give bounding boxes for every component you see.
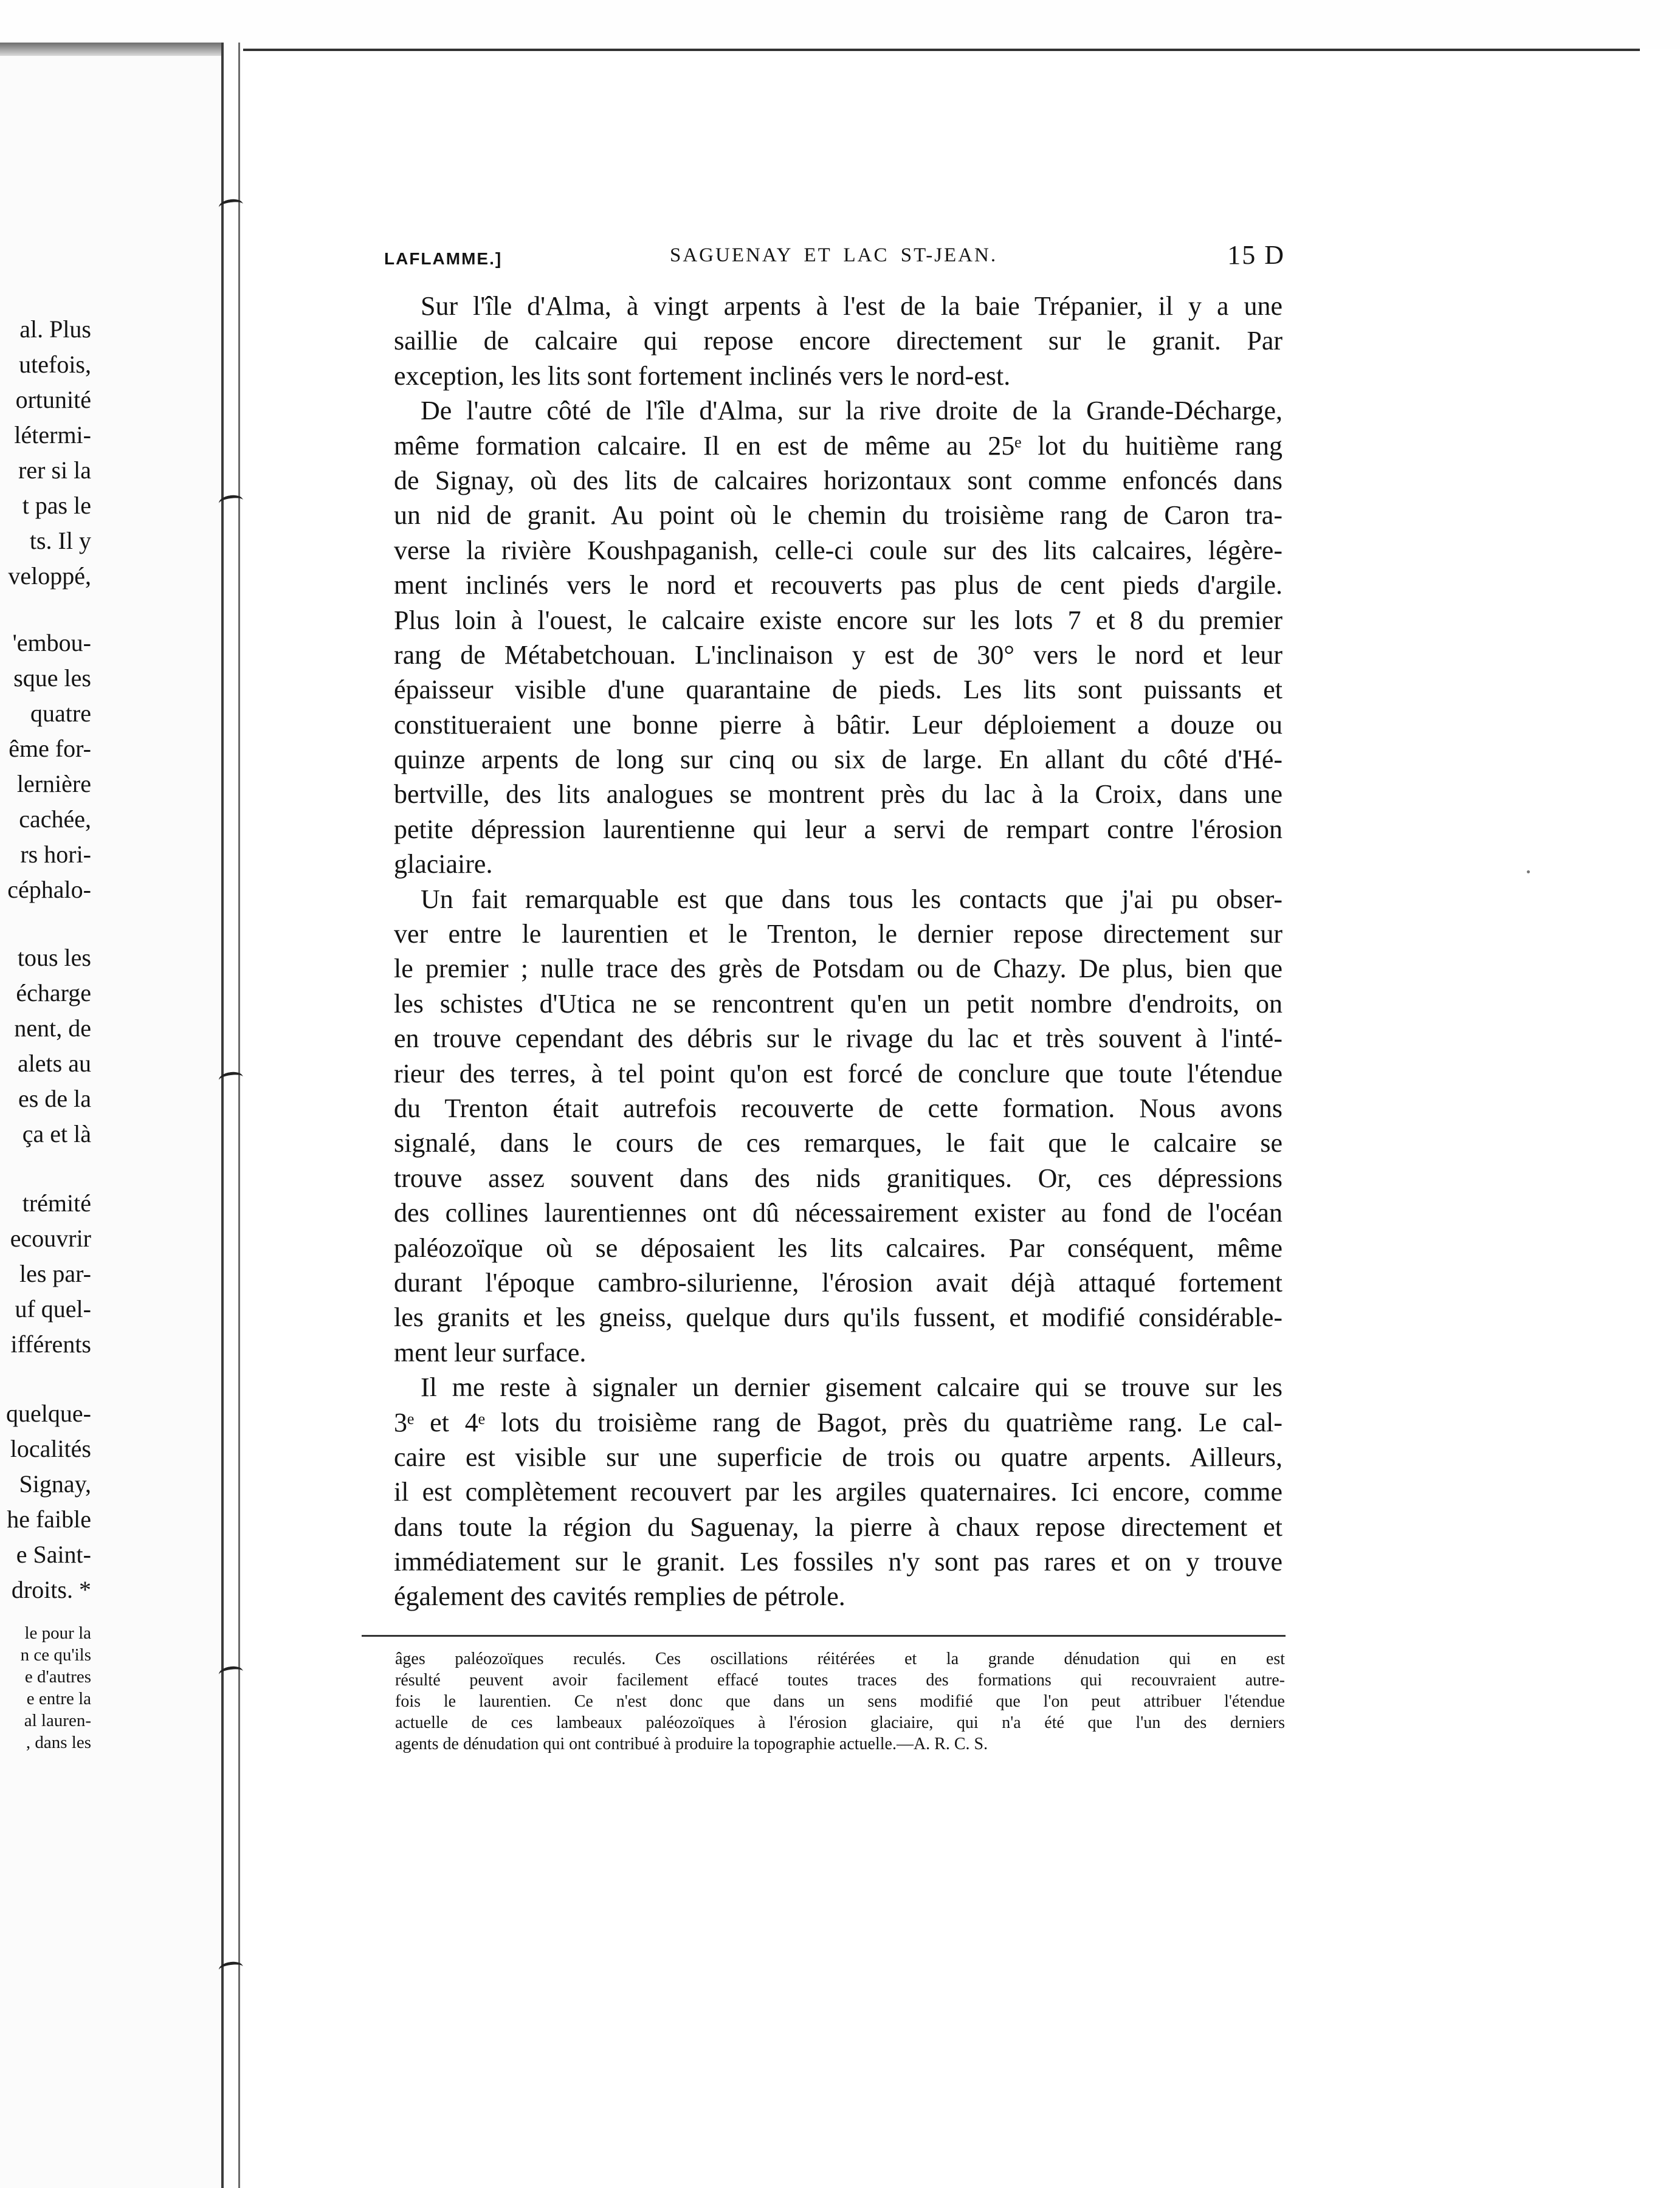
left-page-line: ecouvrir: [10, 1225, 91, 1252]
footnote-line: résulté peuvent avoir facilement effacé toutes traces des formations qui recouvraient autre-: [395, 1671, 1285, 1690]
left-page-line: al. Plus: [19, 315, 91, 343]
left-page-line: rer si la: [18, 456, 91, 484]
page-number: 15 D: [1227, 240, 1285, 270]
text-line: ment inclinés vers le nord et recouverts pas plus de cent pieds d'argile.: [394, 570, 1282, 600]
left-page-line: ça et là: [22, 1120, 91, 1147]
text-line: verse la rivière Koushpaganish, celle-ci coule sur des lits calcaires, légère-: [394, 535, 1282, 565]
left-page-note-line: e entre la: [26, 1689, 91, 1708]
left-page-note-line: le pour la: [24, 1623, 91, 1643]
footnote: [395, 1648, 1285, 1755]
binding-gutter: [221, 43, 224, 2188]
text-line: du Trenton était autrefois recouverte de cette formation. Nous avons: [394, 1093, 1282, 1123]
left-page-line: tous les: [17, 944, 91, 971]
text-line: durant l'époque cambro-silurienne, l'érosion avait déjà attaqué fortement: [394, 1267, 1282, 1298]
left-page-line: 'embou-: [12, 629, 91, 656]
footnote-line: actuelle de ces lambeaux paléozoïques à l'érosion glaciaire, qui n'a été que l'un des derniers: [395, 1713, 1285, 1732]
left-page-line: rs hori-: [20, 841, 91, 868]
header-title: SAGUENAY ET LAC ST-JEAN.: [670, 244, 998, 266]
left-page-note-line: e d'autres: [24, 1667, 91, 1687]
left-page-line: les par-: [19, 1260, 91, 1287]
left-page-line: quelque-: [6, 1400, 91, 1427]
text-line: les granits et les gneiss, quelque durs qu'ils fussent, et modifié considérable-: [394, 1302, 1282, 1333]
footnote-line: fois le laurentien. Ce n'est donc que dans un sens modifié que l'on peut attribuer l'étendue: [395, 1692, 1285, 1711]
page-edge: [1640, 49, 1680, 2188]
text-line: exception, les lits sont fortement inclinés vers le nord-est.: [394, 360, 1011, 391]
text-line: les schistes d'Utica ne se rencontrent qu'en un petit nombre d'endroits, on: [394, 988, 1282, 1019]
text-line: signalé, dans le cours de ces remarques, le fait que le calcaire se: [394, 1128, 1282, 1158]
left-page-line: droits. *: [11, 1576, 91, 1603]
left-page-line: e Saint-: [16, 1541, 91, 1568]
left-page-note-line: al lauren-: [24, 1711, 91, 1730]
text-line: saillie de calcaire qui repose encore directement sur le granit. Par: [394, 326, 1282, 356]
text-line: glaciaire.: [394, 849, 493, 879]
left-page-line: alets au: [17, 1050, 91, 1077]
text-line: ver entre le laurentien et le Trenton, le dernier repose directement sur: [394, 919, 1282, 949]
left-page-line: t pas le: [22, 492, 91, 519]
left-page-line: nent, de: [14, 1014, 91, 1042]
left-page-line: sque les: [13, 664, 91, 692]
left-page-note-line: , dans les: [26, 1733, 91, 1752]
text-line: constitueraient une bonne pierre à bâtir. Leur déploiement a douze ou: [394, 709, 1282, 740]
left-page-note-line: n ce qu'ils: [20, 1645, 91, 1665]
left-page-line: ifférents: [10, 1330, 91, 1358]
text-line: même formation calcaire. Il en est de même au 25ᵉ lot du huitième rang: [394, 430, 1282, 461]
main-text: [394, 289, 1282, 1614]
text-line: Un fait remarquable est que dans tous les contacts que j'ai pu obser-: [421, 884, 1282, 914]
left-page-line: quatre: [30, 700, 91, 727]
left-page-line: trémité: [22, 1189, 91, 1217]
footnote-rule: [362, 1635, 1286, 1637]
text-line: 3ᵉ et 4ᵉ lots du troisième rang de Bagot, près du quatrième rang. Le cal-: [394, 1407, 1282, 1437]
left-page-line: cachée,: [19, 805, 91, 833]
text-line: il est complètement recouvert par les argiles quaternaires. Ici encore, comme: [394, 1477, 1282, 1507]
left-page-line: es de la: [18, 1085, 91, 1112]
text-line: des collines laurentiennes ont dû nécessairement exister au fond de l'océan: [394, 1198, 1282, 1228]
text-line: dans toute la région du Saguenay, la pierre à chaux repose directement et: [394, 1512, 1282, 1542]
text-line: de Signay, où des lits de calcaires horizontaux sont comme enfoncés dans: [394, 465, 1282, 495]
text-line: le premier ; nulle trace des grès de Potsdam ou de Chazy. De plus, bien que: [394, 954, 1282, 984]
text-line: paléozoïque où se déposaient les lits calcaires. Par conséquent, même: [394, 1233, 1282, 1263]
scan-speck: [1527, 870, 1530, 873]
left-page-line: létermi-: [14, 421, 91, 449]
text-line: également des cavités remplies de pétrole.: [394, 1581, 845, 1612]
left-page-line: écharge: [16, 979, 91, 1006]
text-line: Plus loin à l'ouest, le calcaire existe encore sur les lots 7 et 8 du premier: [394, 605, 1282, 635]
text-line: Il me reste à signaler un dernier gisement calcaire qui se trouve sur les: [421, 1372, 1282, 1403]
text-line: petite dépression laurentienne qui leur a servi de rempart contre l'érosion: [394, 814, 1282, 844]
footnote-line: agents de dénudation qui ont contribué à produire la topographie actuelle.—A. R. C. S.: [395, 1735, 988, 1753]
footnote-line: âges paléozoïques reculés. Ces oscillations réitérées et la grande dénudation qui en est: [395, 1650, 1285, 1668]
left-page-line: céphalo-: [7, 876, 91, 903]
text-line: Sur l'île d'Alma, à vingt arpents à l'est de la baie Trépanier, il y a une: [421, 291, 1282, 321]
text-line: en trouve cependant des débris sur le rivage du lac et très souvent à l'inté-: [394, 1023, 1282, 1054]
text-line: ment leur surface.: [394, 1337, 587, 1368]
text-line: quinze arpents de long sur cinq ou six de large. En allant du côté d'Hé-: [394, 745, 1282, 775]
page-shadow: [0, 43, 224, 56]
running-header: [384, 236, 1285, 272]
text-line: rang de Métabetchouan. L'inclinaison y est de 30° vers le nord et leur: [394, 639, 1282, 670]
left-page-line: veloppé,: [8, 562, 91, 590]
text-line: un nid de granit. Au point où le chemin du troisième rang de Caron tra-: [394, 500, 1282, 531]
left-page-line: localités: [10, 1435, 91, 1462]
text-line: immédiatement sur le granit. Les fossiles n'y sont pas rares et on y trouve: [394, 1547, 1282, 1577]
header-author: LAFLAMME.]: [384, 249, 503, 268]
text-line: épaisseur visible d'une quarantaine de pieds. Les lits sont puissants et: [394, 675, 1282, 705]
left-page-line: Signay,: [19, 1470, 91, 1498]
text-line: rieur des terres, à tel point qu'on est forcé de conclure que toute l'étendue: [394, 1058, 1282, 1089]
left-page-line: uf quel-: [15, 1295, 91, 1323]
left-page-line: lernière: [16, 770, 91, 797]
binding-gutter: [238, 43, 240, 2188]
left-page-line: he faible: [7, 1505, 91, 1533]
text-line: trouve assez souvent dans des nids granitiques. Or, ces dépressions: [394, 1163, 1282, 1193]
left-page-line: ortunité: [15, 386, 91, 413]
left-facing-page: [0, 43, 224, 2188]
text-line: De l'autre côté de l'île d'Alma, sur la rive droite de la Grande-Décharge,: [421, 396, 1282, 426]
left-page-line: utefois,: [19, 351, 91, 378]
text-line: bertville, des lits analogues se montrent près du lac à la Croix, dans une: [394, 779, 1282, 810]
left-page-line: ême for-: [9, 735, 91, 762]
left-page-line: ts. Il y: [29, 527, 91, 554]
text-line: caire est visible sur une superficie de trois ou quatre arpents. Ailleurs,: [394, 1442, 1282, 1472]
